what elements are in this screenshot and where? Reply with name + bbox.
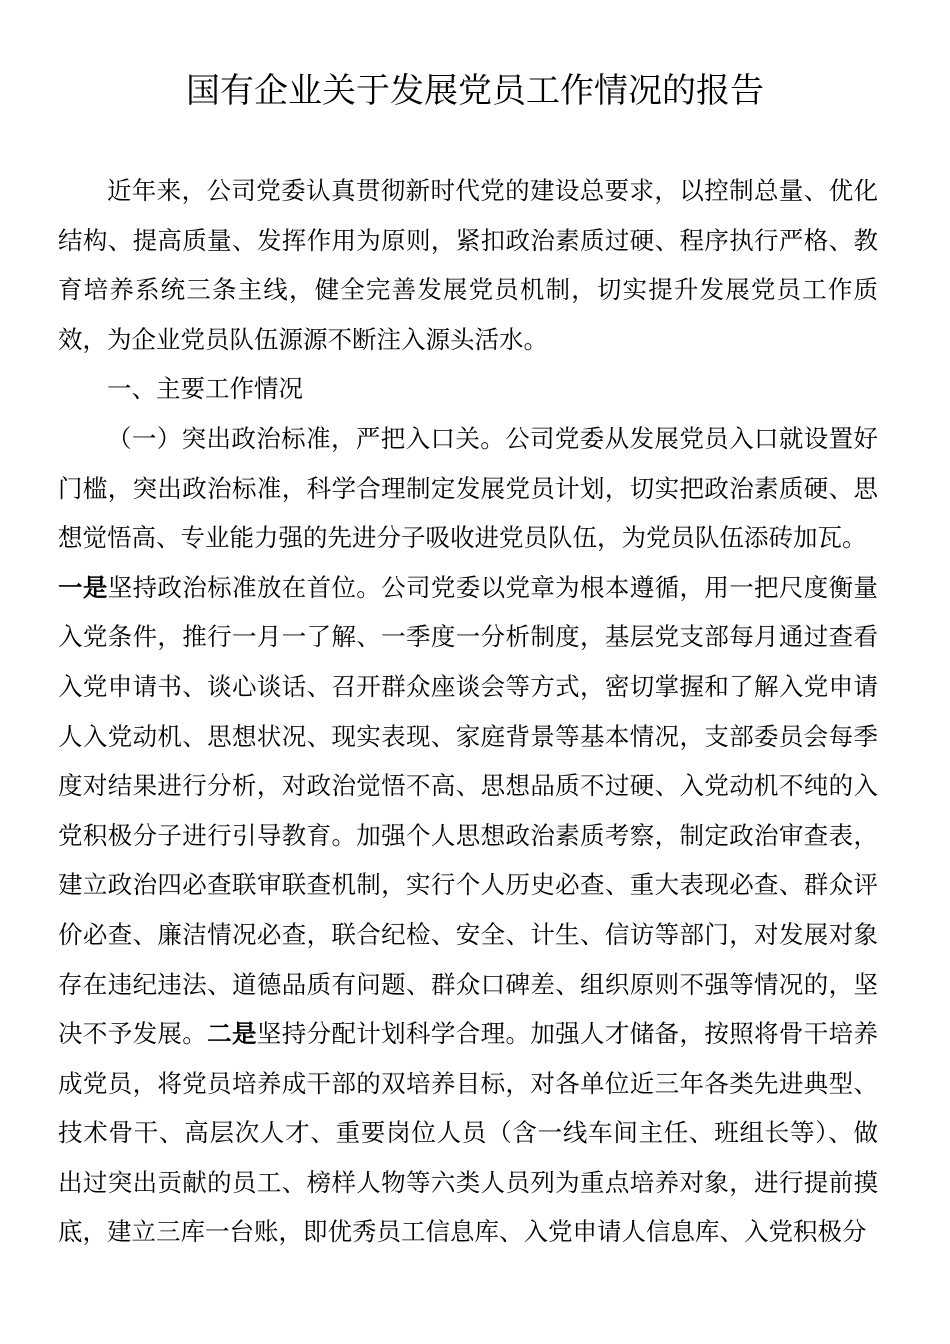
document-body — [58, 166, 878, 1257]
point-1-text: 坚持政治标准放在首位。公司党委以党章为根本遵循，用一把尺度衡量入党条件，推行一月一了解、一季度一分析制度，基层党支部每月通过查看入党申请书、谈心谈话、召开群众座谈会等方式，密切掌握和了解入党申请人入党动机、思想状况、现实表现、家庭背景等基本情况，支部委员会每季度对结果进行分析，对政治觉悟不高、思想品质不过硬、入党动机不纯的入党积极分子进行引导教育。加强个人思想政治素质考察，制定政治审查表，建立政治四必查联审联查机制，实行个人历史必查、重大表现必查、群众评价必查、廉洁情况必查，联合纪检、安全、计生、信访等部门，对发展对象存在违纪违法、道德品质有问题、群众口碑差、组织原则不强等情况的，坚决不予发展。 — [58, 572, 878, 1049]
point-2-text: 坚持分配计划科学合理。加强人才储备，按照将骨干培养成党员，将党员培养成干部的双培养目标，对各单位近三年各类先进典型、技术骨干、高层次人才、重要岗位人员（含一线车间主任、班组长等）、做出过突出贡献的员工、榜样人物等六类人员列为重点培养对象，进行提前摸底，建立三库一台账，即优秀员工信息库、入党申请人信息库、入党积极分 — [58, 1019, 878, 1247]
document-title: 国有企业关于发展党员工作情况的报告 — [186, 71, 764, 111]
point-1-label: 一是 — [58, 572, 108, 602]
section-heading: 一、主要工作情况 — [107, 374, 303, 404]
point-2-label: 二是 — [207, 1019, 257, 1049]
points-paragraph — [58, 563, 878, 1257]
subsection-paragraph: （一）突出政治标准，严把入口关。公司党委从发展党员入口就设置好门槛，突出政治标准，科学合理制定发展党员计划，切实把政治素质硬、思想觉悟高、专业能力强的先进分子吸收进党员队伍，为党员队伍添砖加瓦。 — [58, 423, 878, 553]
intro-paragraph: 近年来，公司党委认真贯彻新时代党的建设总要求，以控制总量、优化结构、提高质量、发挥作用为原则，紧扣政治素质过硬、程序执行严格、教育培养系统三条主线，健全完善发展党员机制，切实提升发展党员工作质效，为企业党员队伍源源不断注入源头活水。 — [58, 176, 878, 354]
